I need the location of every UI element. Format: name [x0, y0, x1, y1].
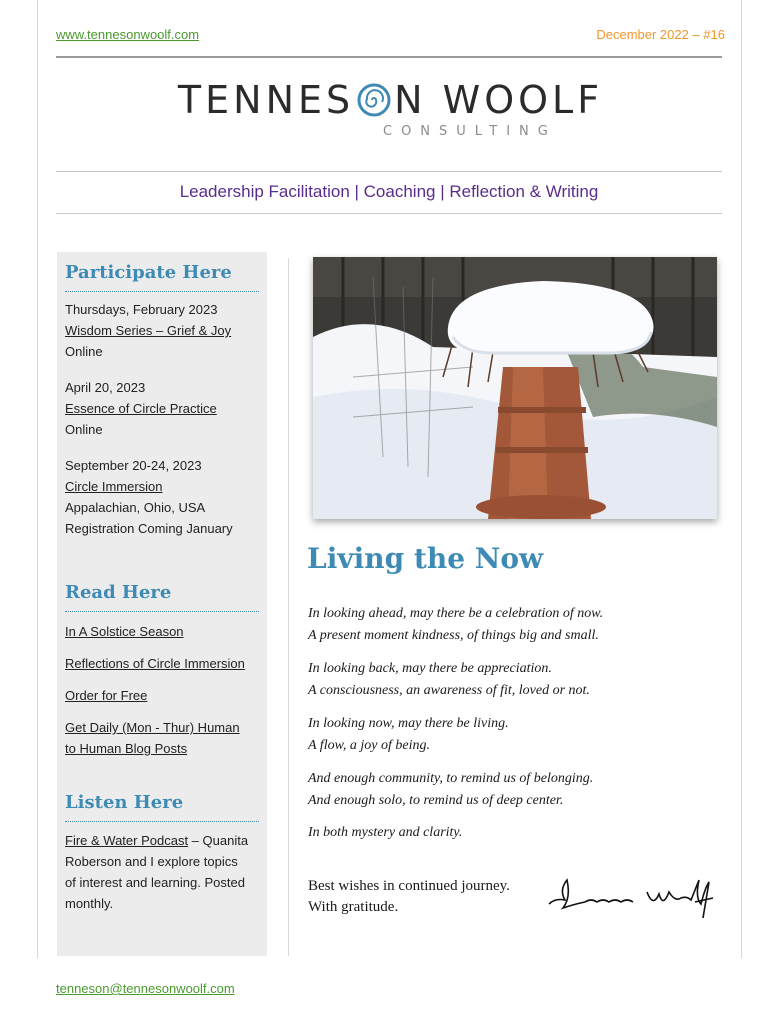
logo-name-part1: TENNES	[177, 78, 355, 122]
logo-name-part2: N WOOLF	[394, 78, 604, 122]
participate-divider	[65, 291, 259, 292]
birdbath-photo	[313, 257, 717, 519]
event-location: Online	[65, 422, 103, 437]
poem-line: And enough community, to remind us of belonging.	[308, 771, 594, 786]
read-link-daily-blog[interactable]: Get Daily (Mon - Thur) Human	[65, 720, 240, 735]
closing	[308, 876, 510, 918]
listen-divider	[65, 821, 259, 822]
tagline-rule-top	[56, 171, 722, 172]
closing-line: With gratitude.	[308, 899, 399, 915]
logo-wordmark	[0, 78, 781, 122]
poem-line: In looking ahead, may there be a celebration of now.	[308, 606, 604, 621]
read-link-daily-blog-cont[interactable]: to Human Blog Posts	[65, 741, 188, 756]
poem-stanza	[308, 713, 718, 757]
poem-line: A present moment kindness, of things big and small.	[308, 628, 599, 643]
poem-line: In looking back, may there be appreciation.	[308, 661, 552, 676]
signature	[545, 868, 715, 924]
event-item	[65, 299, 259, 362]
read-link-solstice[interactable]: In A Solstice Season	[65, 624, 184, 639]
read-section	[65, 582, 259, 759]
poem-line: A consciousness, an awareness of fit, loved or not.	[308, 683, 590, 698]
event-date: September 20-24, 2023	[65, 458, 202, 473]
read-link-order-free[interactable]: Order for Free	[65, 688, 148, 703]
event-location: Online	[65, 344, 103, 359]
participate-section	[65, 262, 259, 539]
podcast-text: – Quanita	[188, 833, 249, 848]
podcast-text: monthly.	[65, 896, 114, 911]
sidebar	[57, 252, 267, 956]
event-link-essence-of-circle[interactable]: Essence of Circle Practice	[65, 401, 217, 416]
tagline-rule-bottom	[56, 213, 722, 214]
logo	[0, 78, 781, 148]
event-date: April 20, 2023	[65, 380, 146, 395]
listen-heading: Listen Here	[65, 792, 184, 813]
event-item	[65, 455, 259, 539]
participate-heading: Participate Here	[65, 262, 232, 283]
column-divider	[288, 258, 289, 956]
poem-line: A flow, a joy of being.	[308, 738, 430, 753]
event-item	[65, 377, 259, 440]
event-link-circle-immersion[interactable]: Circle Immersion	[65, 479, 163, 494]
podcast-text: of interest and learning. Posted	[65, 875, 245, 890]
closing-line: Best wishes in continued journey.	[308, 878, 510, 894]
poem-stanza	[308, 822, 718, 844]
event-link-wisdom-series[interactable]: Wisdom Series – Grief & Joy	[65, 323, 232, 338]
website-link[interactable]: www.tennesonwoolf.com	[56, 27, 200, 42]
logo-subtitle: CONSULTING	[383, 124, 557, 139]
tagline: Leadership Facilitation | Coaching | Reflection & Writing	[179, 182, 599, 201]
issue-label: December 2022 – #16	[596, 27, 725, 42]
podcast-description	[65, 830, 259, 914]
poem-stanza	[308, 658, 718, 702]
podcast-text: Roberson and I explore topics	[65, 854, 238, 869]
poem-line: In looking now, may there be living.	[308, 716, 509, 731]
header-rule	[56, 56, 722, 58]
listen-section	[65, 792, 259, 914]
article-title: Living the Now	[307, 542, 544, 575]
read-divider	[65, 611, 259, 612]
event-location: Appalachian, Ohio, USA	[65, 500, 206, 515]
poem-stanza	[308, 768, 718, 812]
event-date: Thursdays, February 2023	[65, 302, 218, 317]
podcast-link[interactable]: Fire & Water Podcast	[65, 833, 189, 848]
email-link[interactable]: tenneson@tennesonwoolf.com	[56, 981, 235, 996]
poem-line: And enough solo, to remind us of deep center.	[308, 793, 564, 808]
poem-stanza	[308, 603, 718, 647]
read-link-reflections[interactable]: Reflections of Circle Immersion	[65, 656, 245, 671]
read-heading: Read Here	[65, 582, 172, 603]
poem-line: In both mystery and clarity.	[308, 825, 463, 840]
snow-scene-image	[313, 257, 717, 519]
spiral-icon	[356, 82, 392, 118]
event-note: Registration Coming January	[65, 521, 233, 536]
